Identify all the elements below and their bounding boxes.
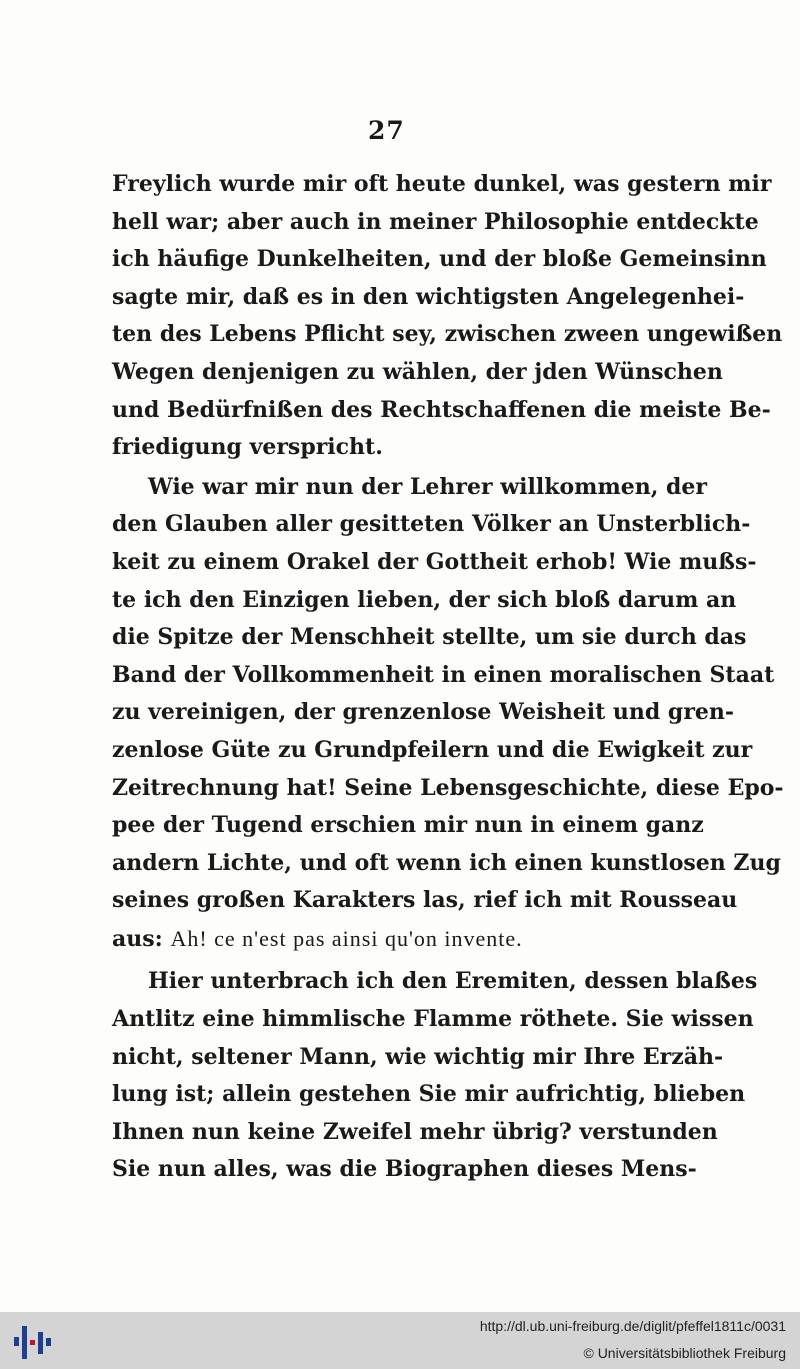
text-line: nicht, seltener Mann, wie wichtig mir Ihre Erzäh-: [112, 1043, 724, 1070]
text-line-mixed: [112, 920, 684, 958]
french-quote: Ah! ce n'est pas ainsi qu'on invente.: [170, 925, 523, 951]
ub-freiburg-logo-icon[interactable]: [12, 1320, 52, 1362]
text-line: hell war; aber auch in meiner Philosophie entdeckte: [112, 208, 759, 235]
footer-bar: [0, 1312, 800, 1369]
text-line: seines großen Karakters las, rief ich mit Rousseau: [112, 887, 738, 914]
text-line: lung ist; allein gestehen Sie mir aufrichtig, blieben: [112, 1081, 746, 1108]
paragraph-2: [112, 469, 784, 958]
text-line: die Spitze der Menschheit stellte, um sie durch das: [112, 624, 747, 651]
text-line: sagte mir, daß es in den wichtigsten Angelegenhei-: [112, 283, 745, 310]
text-line: ten des Lebens Pflicht sey, zwischen zween ungewißen: [112, 321, 783, 348]
text-line: zenlose Güte zu Grundpfeilern und die Ewigkeit zur: [112, 736, 753, 763]
text-line: friedigung verspricht.: [112, 434, 383, 461]
paragraph-3: [112, 963, 758, 1189]
text-line: keit zu einem Orakel der Gottheit erhob! Wie mußs-: [112, 548, 757, 575]
source-url[interactable]: http://dl.ub.uni-freiburg.de/diglit/pfeffel1811c/0031: [479, 1318, 786, 1334]
text-fragment: aus:: [112, 925, 163, 952]
text-line: Wie war mir nun der Lehrer willkommen, der: [148, 473, 708, 500]
paragraph-1: [112, 166, 783, 467]
text-line: te ich den Einzigen lieben, der sich bloß darum an: [112, 586, 737, 613]
text-line: Zeitrechnung hat! Seine Lebensgeschichte, diese Epo-: [112, 774, 784, 801]
page-number: 27: [368, 116, 405, 145]
text-line: zu vereinigen, der grenzenlose Weisheit und gren-: [112, 699, 735, 726]
text-line: den Glauben aller gesitteten Völker an Unsterblich-: [112, 511, 751, 538]
text-line: und Bedürfnißen des Rechtschaffenen die meiste Be-: [112, 396, 771, 423]
text-line: Freylich wurde mir oft heute dunkel, was gestern mir: [112, 171, 772, 197]
text-line: Band der Vollkommenheit in einen moralischen Staat: [112, 661, 775, 688]
text-line: Sie nun alles, was die Biographen dieses Mens-: [112, 1156, 697, 1183]
text-line: Hier unterbrach ich den Eremiten, dessen blaßes: [148, 968, 758, 995]
text-line: Ihnen nun keine Zweifel mehr übrig? verstunden: [112, 1118, 718, 1145]
text-line: pee der Tugend erschien mir nun in einem ganz: [112, 812, 704, 839]
text-line: ich häufige Dunkelheiten, und der bloße Gemeinsinn: [112, 246, 767, 273]
text-line: Wegen denjenigen zu wählen, der jden Wünschen: [112, 358, 723, 385]
text-line: andern Lichte, und oft wenn ich einen kunstlosen Zug: [112, 849, 781, 876]
text-line: Antlitz eine himmlische Flamme röthete. Sie wissen: [112, 1006, 754, 1033]
copyright-notice: © Universitätsbibliothek Freiburg: [583, 1345, 786, 1361]
page-text: [112, 166, 784, 1189]
